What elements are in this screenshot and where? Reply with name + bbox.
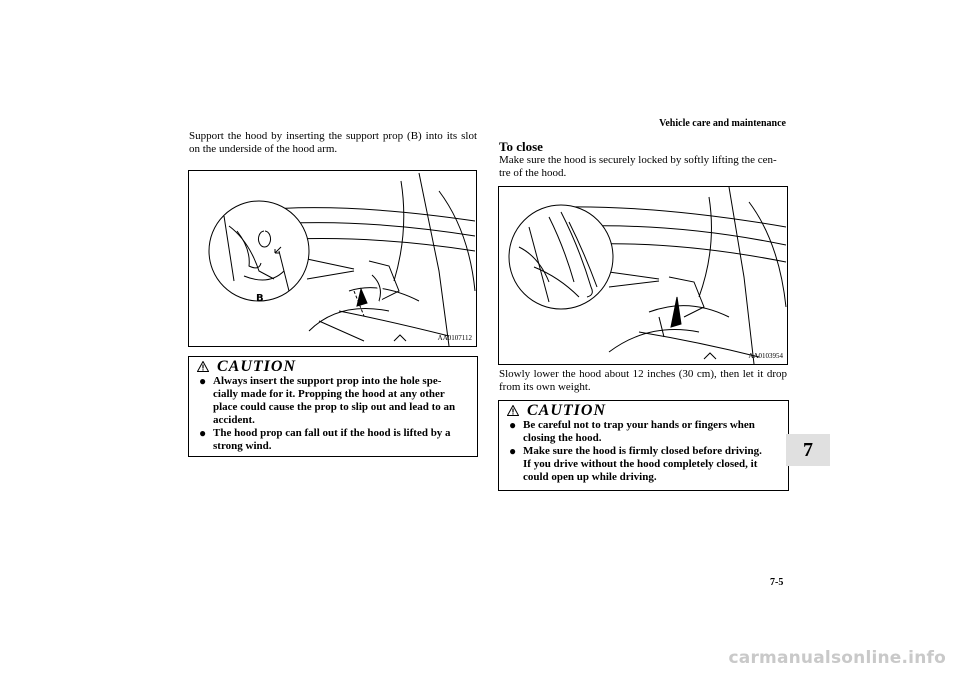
warning-triangle-icon: [507, 405, 519, 416]
caution-line: The hood prop can fall out if the hood is lifted by a: [213, 427, 451, 439]
caution-item: [509, 419, 780, 445]
warning-triangle-icon: [197, 361, 209, 372]
bullet-icon: ●: [509, 418, 517, 432]
caution-line: Always insert the support prop into the hole spe-: [213, 375, 442, 387]
caution-line: If you drive without the hood completely closed, it: [523, 458, 758, 470]
caution-list: [499, 419, 788, 488]
caution-list: [189, 375, 477, 457]
left-caution-box: [188, 356, 478, 457]
page-number: 7-5: [770, 577, 784, 588]
caution-line: closing the hood.: [523, 432, 602, 444]
caution-item: [509, 445, 780, 484]
caution-line: place could cause the prop to slip out and lead to an: [213, 401, 456, 413]
caution-header: [189, 357, 477, 375]
hood-closing-drawing: [499, 187, 787, 364]
support-prop-drawing: [189, 171, 476, 346]
caution-line: strong wind.: [213, 440, 272, 452]
right-intro-line: Make sure the hood is securely locked by softly lifting the cen-: [499, 154, 777, 166]
watermark: carmanualsonline.info: [728, 648, 946, 668]
figure-code: AA0107112: [437, 334, 472, 342]
bullet-icon: ●: [199, 426, 207, 440]
left-intro-line: on the underside of the hood arm.: [189, 143, 338, 155]
hood-closing-illustration: [498, 186, 788, 365]
running-header: Vehicle care and maintenance: [659, 118, 786, 129]
right-after-paragraph: [499, 368, 787, 394]
left-intro-line: Support the hood by inserting the support prop (B) into its slot: [189, 130, 477, 142]
right-intro-line: tre of the hood.: [499, 167, 567, 179]
right-intro-paragraph: [499, 154, 787, 180]
caution-line: could open up while driving.: [523, 471, 657, 483]
caution-header: [499, 401, 788, 419]
right-after-line: from its own weight.: [499, 381, 591, 393]
caution-title: CAUTION: [217, 357, 297, 375]
caution-item: [199, 375, 469, 427]
magnified-detail-circle: [509, 205, 613, 309]
caution-line: accident.: [213, 414, 255, 426]
caution-line: Be careful not to trap your hands or fingers when: [523, 419, 755, 431]
section-tab: 7: [786, 434, 830, 466]
right-after-line: Slowly lower the hood about 12 inches (30 cm), then let it drop: [499, 368, 787, 380]
section-heading: To close: [499, 139, 543, 154]
right-caution-box: [498, 400, 789, 491]
caution-item: [199, 427, 469, 453]
caution-line: cially made for it. Propping the hood at any other: [213, 388, 445, 400]
bullet-icon: ●: [509, 444, 517, 458]
caution-line: Make sure the hood is firmly closed before driving.: [523, 445, 762, 457]
bullet-icon: ●: [199, 374, 207, 388]
callout-label-b: B: [256, 293, 264, 304]
hood-support-prop-illustration: [188, 170, 477, 347]
caution-title: CAUTION: [527, 401, 607, 419]
left-intro-paragraph: [189, 130, 477, 156]
figure-code: AA0103954: [748, 352, 783, 360]
